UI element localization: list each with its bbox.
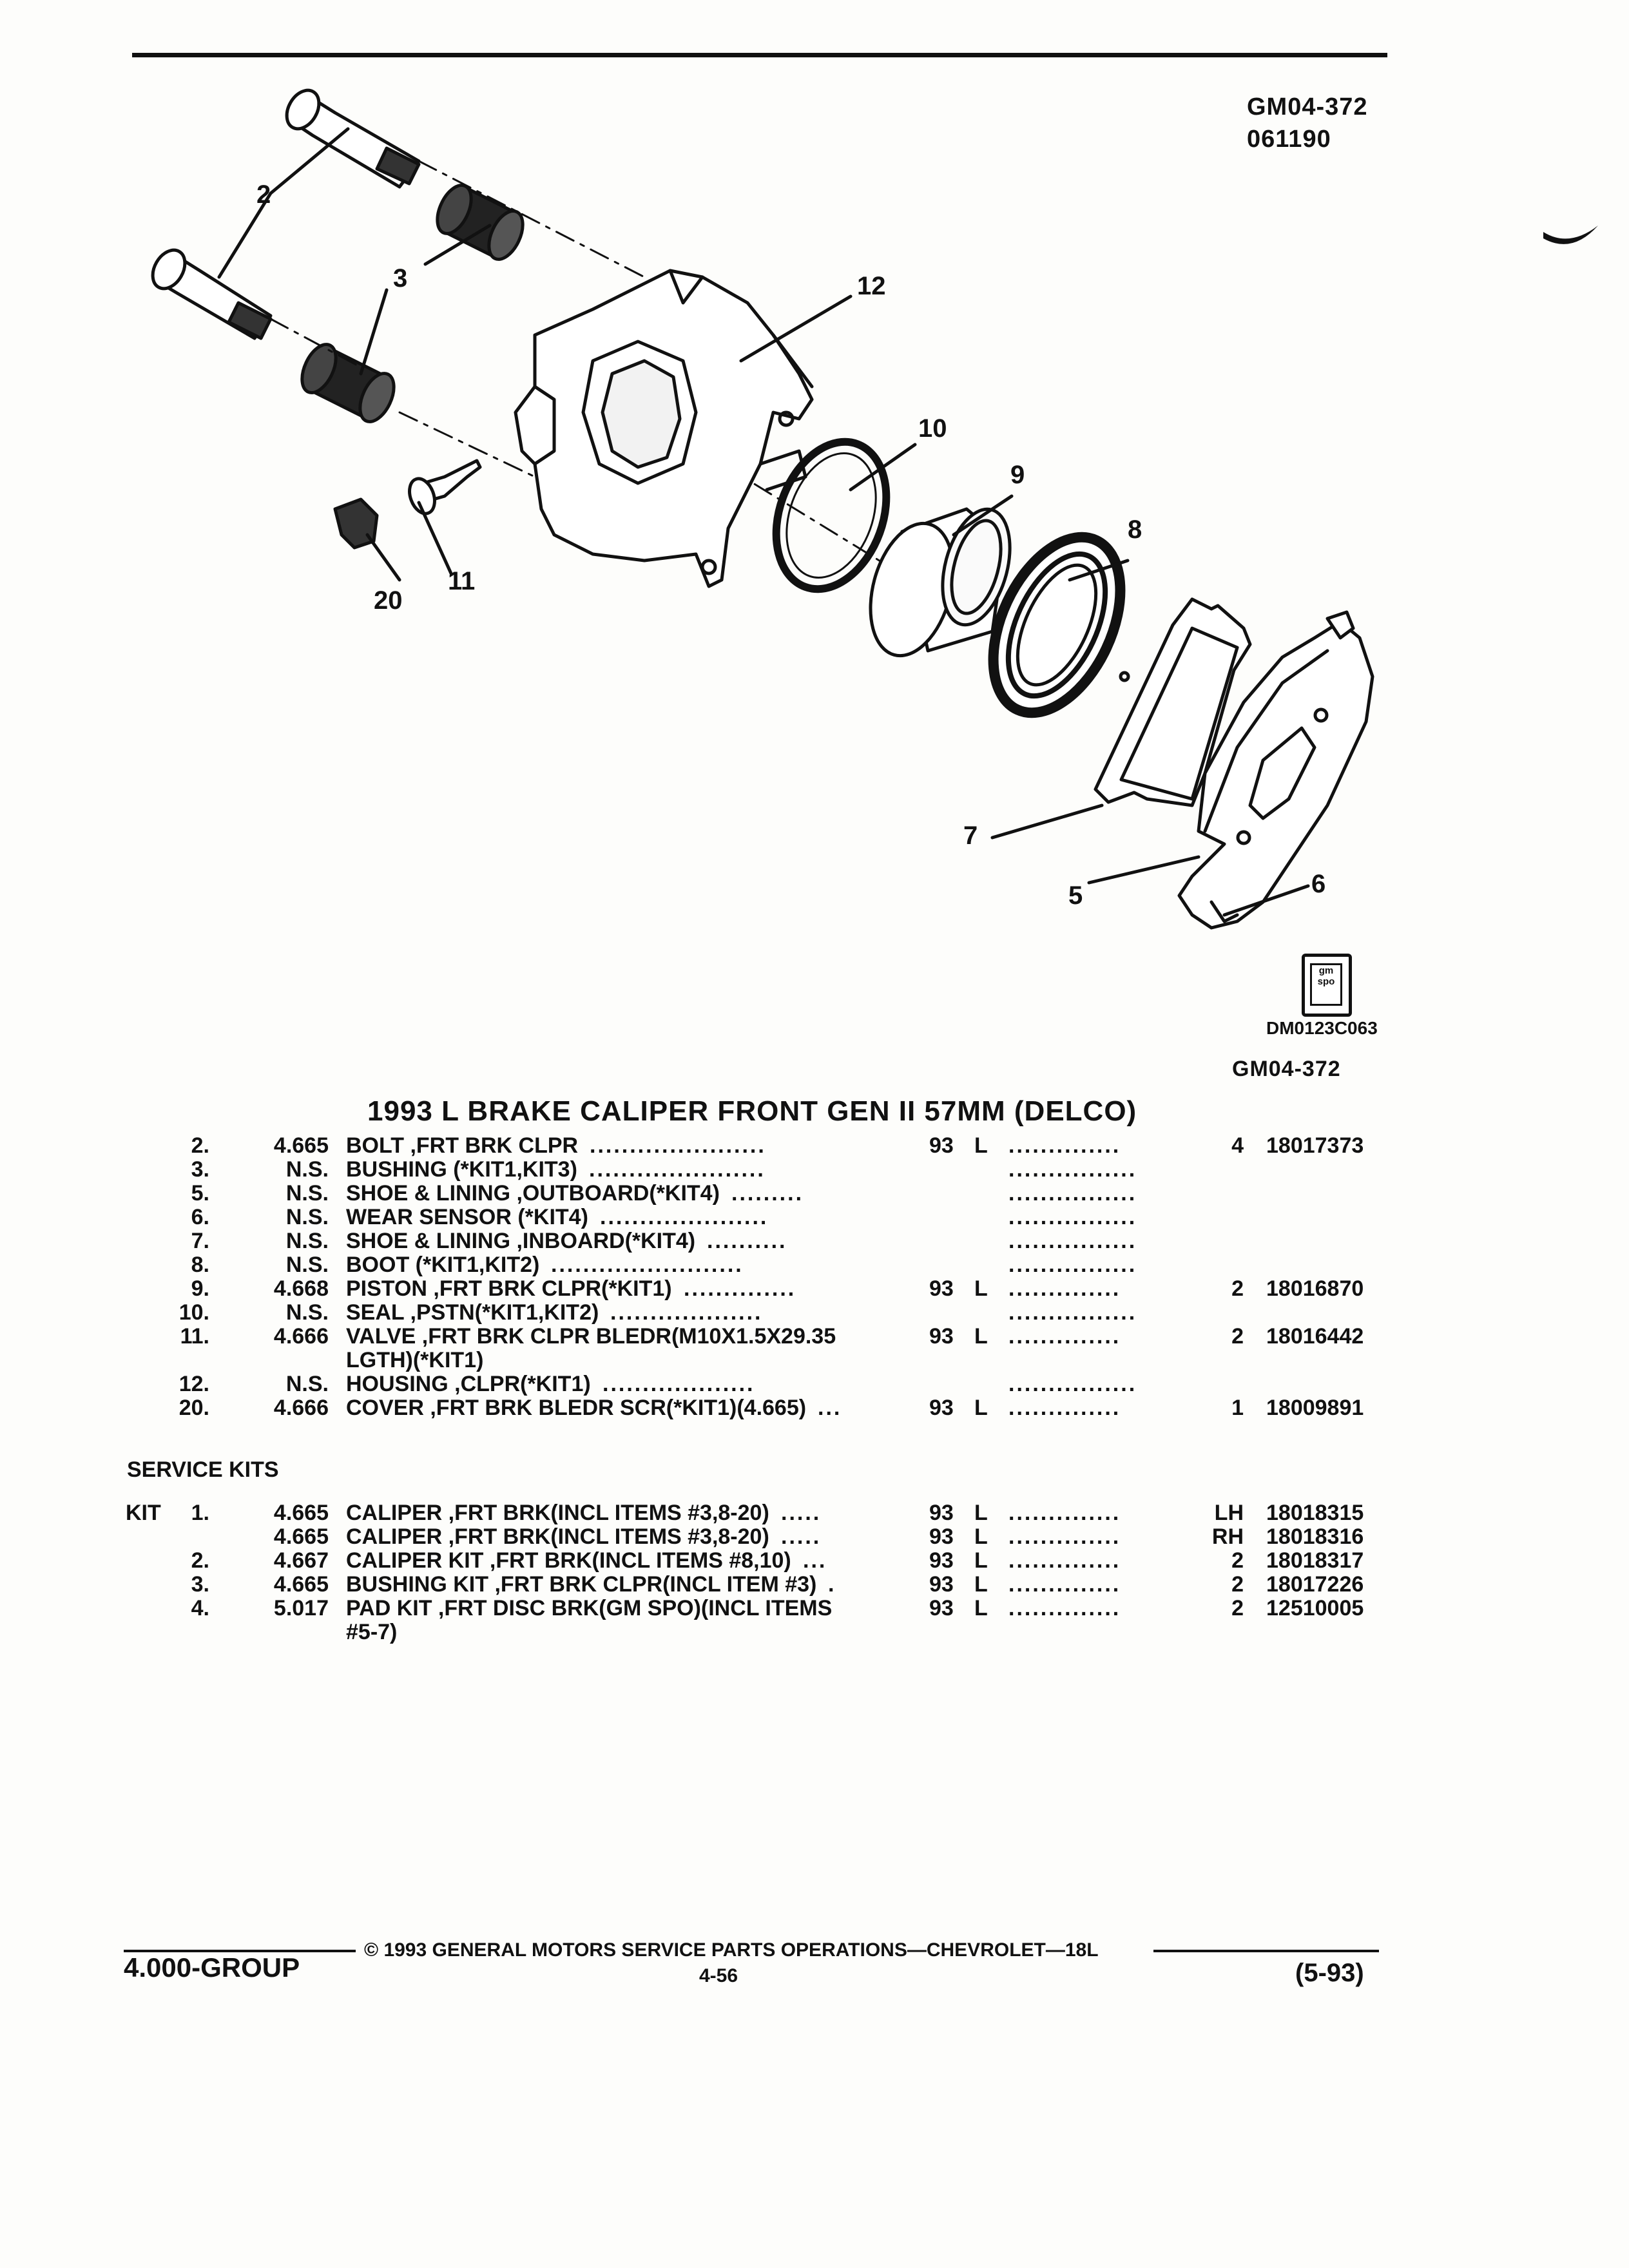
group-number: 5.017 (273, 1596, 329, 1620)
leader-dots: ................ (1008, 1205, 1137, 1229)
callout-7: 7 (963, 822, 978, 850)
model-year: 93 (929, 1596, 954, 1620)
table-row (0, 1182, 1629, 1206)
quantity: 2 (1231, 1596, 1244, 1620)
item-number: 3. (191, 1157, 209, 1182)
car-line: L (974, 1572, 988, 1597)
part-number: 18017373 (1266, 1133, 1364, 1158)
group-number: N.S. (285, 1157, 329, 1182)
quantity: 2 (1231, 1572, 1244, 1597)
part-description: SHOE & LINING ,OUTBOARD(*KIT4) (346, 1181, 720, 1206)
table-row (0, 1134, 1629, 1158)
callout-20: 20 (374, 586, 403, 615)
model-year: 93 (929, 1133, 954, 1158)
caliper-housing (516, 271, 812, 586)
part-number: 18016870 (1266, 1276, 1364, 1301)
car-line: L (974, 1501, 988, 1525)
table-row (0, 1620, 1629, 1644)
group-number: 4.665 (273, 1501, 329, 1525)
model-year: 93 (929, 1276, 954, 1301)
item-number: 8. (191, 1253, 209, 1277)
callout-11: 11 (448, 567, 476, 595)
leader-dots: . (828, 1572, 836, 1597)
leader-dots: ........................ (551, 1253, 744, 1277)
part-number: 18018317 (1266, 1548, 1364, 1573)
leader-dots: ...................... (589, 1157, 766, 1182)
part-description: PISTON ,FRT BRK CLPR(*KIT1) (346, 1276, 672, 1301)
date-code: 061190 (1247, 126, 1331, 153)
footer-date: (5-93) (1295, 1959, 1364, 1987)
leader-dots: .............. (1008, 1596, 1121, 1620)
item-number: 5. (191, 1181, 209, 1206)
figure-id: GM04-372 (1247, 93, 1368, 120)
table-row (0, 1277, 1629, 1301)
leader-dots: ..................... (600, 1205, 769, 1229)
item-number: 2. (191, 1133, 209, 1158)
table-row (0, 1549, 1629, 1573)
group-number: 4.665 (273, 1133, 329, 1158)
leader-dots: ................ (1008, 1229, 1137, 1253)
table-row (0, 1396, 1629, 1420)
leader-dots: ...................... (590, 1133, 766, 1158)
quantity: RH (1211, 1524, 1244, 1549)
group-number: 4.665 (273, 1524, 329, 1549)
leader-dots: .............. (1008, 1548, 1121, 1573)
leader-dots: .............. (1008, 1572, 1121, 1597)
item-number: 2. (191, 1548, 209, 1573)
item-number: 20. (178, 1396, 209, 1420)
part-number: 18017226 (1266, 1572, 1364, 1597)
leader-dots: ................... (602, 1372, 755, 1396)
callout-5: 5 (1068, 881, 1083, 910)
table-row (0, 1372, 1629, 1396)
part-description: CALIPER ,FRT BRK(INCL ITEMS #3,8-20) (346, 1501, 769, 1525)
leader-dots: ................... (610, 1300, 763, 1325)
footer-copyright: © 1993 GENERAL MOTORS SERVICE PARTS OPERATIONS—CHEVROLET—18L (364, 1939, 1099, 1961)
leader-dots: ..... (781, 1501, 822, 1525)
group-number: N.S. (285, 1253, 329, 1277)
part-description: CALIPER ,FRT BRK(INCL ITEMS #3,8-20) (346, 1524, 769, 1549)
table-row (0, 1349, 1629, 1372)
group-number: N.S. (285, 1205, 329, 1229)
quantity: 2 (1231, 1324, 1244, 1349)
callout-8: 8 (1128, 515, 1142, 544)
item-number: 4. (191, 1596, 209, 1620)
car-line: L (974, 1548, 988, 1573)
table-row (0, 1158, 1629, 1182)
item-number: 10. (178, 1300, 209, 1325)
part-description: LGTH)(*KIT1) (346, 1348, 484, 1372)
model-year: 93 (929, 1524, 954, 1549)
model-year: 93 (929, 1501, 954, 1525)
car-line: L (974, 1524, 988, 1549)
table-row (0, 1301, 1629, 1325)
bleeder-valve (405, 461, 480, 517)
group-number: N.S. (285, 1229, 329, 1253)
part-description: VALVE ,FRT BRK CLPR BLEDR(M10X1.5X29.35 (346, 1324, 836, 1349)
drawing-number: DM0123C063 (1266, 1018, 1378, 1038)
part-number: 12510005 (1266, 1596, 1364, 1620)
quantity: 2 (1231, 1276, 1244, 1301)
logo-text: gm spo (1310, 963, 1342, 1006)
leader-dots: .......... (707, 1229, 787, 1253)
item-number: 9. (191, 1276, 209, 1301)
item-number: 1. (191, 1501, 209, 1525)
quantity: 2 (1231, 1548, 1244, 1573)
group-number: 4.666 (273, 1324, 329, 1349)
part-number: 18009891 (1266, 1396, 1364, 1420)
bolt-upper (280, 84, 419, 187)
leader-dots: ................ (1008, 1157, 1137, 1182)
leader-dots: .............. (1008, 1133, 1121, 1158)
item-number: 7. (191, 1229, 209, 1253)
group-number: 4.665 (273, 1572, 329, 1597)
group-number: 4.667 (273, 1548, 329, 1573)
footer-rule-right (1153, 1950, 1379, 1952)
exploded-caliper-diagram (0, 0, 1629, 1031)
model-year: 93 (929, 1548, 954, 1573)
table-row (0, 1525, 1629, 1549)
leader-dots: .............. (1008, 1396, 1121, 1420)
quantity: 4 (1231, 1133, 1244, 1158)
table-row (0, 1325, 1629, 1349)
part-description: PAD KIT ,FRT DISC BRK(GM SPO)(INCL ITEMS (346, 1596, 833, 1620)
part-description: BUSHING (*KIT1,KIT3) (346, 1157, 577, 1182)
table-row (0, 1229, 1629, 1253)
car-line: L (974, 1324, 988, 1349)
section-title: 1993 L BRAKE CALIPER FRONT GEN II 57MM (DELCO) (367, 1095, 1137, 1127)
table-row (0, 1253, 1629, 1277)
leader-dots: ... (803, 1548, 827, 1573)
kit-prefix: KIT (126, 1501, 161, 1525)
part-description: #5-7) (346, 1620, 398, 1644)
part-number: 18018315 (1266, 1501, 1364, 1525)
item-number: 3. (191, 1572, 209, 1597)
item-number: 11. (180, 1324, 209, 1349)
callout-2: 2 (256, 180, 271, 209)
item-number: 6. (191, 1205, 209, 1229)
part-number: 18018316 (1266, 1524, 1364, 1549)
part-description: BUSHING KIT ,FRT BRK CLPR(INCL ITEM #3) (346, 1572, 817, 1597)
leader-dots: ................ (1008, 1372, 1137, 1396)
leader-dots: .............. (1008, 1324, 1121, 1349)
part-description: WEAR SENSOR (*KIT4) (346, 1205, 588, 1229)
item-number: 12. (178, 1372, 209, 1396)
quantity: LH (1214, 1501, 1244, 1525)
group-number: N.S. (285, 1181, 329, 1206)
car-line: L (974, 1396, 988, 1420)
leader-dots: .............. (1008, 1276, 1121, 1301)
leader-dots: ................ (1008, 1253, 1137, 1277)
gm-spo-logo (1302, 954, 1352, 1017)
footer-page-number: 4-56 (699, 1965, 738, 1986)
car-line: L (974, 1596, 988, 1620)
quantity: 1 (1231, 1396, 1244, 1420)
footer-group: 4.000-GROUP (124, 1952, 300, 1983)
table-row (0, 1597, 1629, 1620)
part-description: SHOE & LINING ,INBOARD(*KIT4) (346, 1229, 696, 1253)
part-description: CALIPER KIT ,FRT BRK(INCL ITEMS #8,10) (346, 1548, 791, 1573)
model-year: 93 (929, 1572, 954, 1597)
leader-dots: .............. (1008, 1501, 1121, 1525)
car-line: L (974, 1133, 988, 1158)
leader-dots: ..... (781, 1524, 822, 1549)
model-year: 93 (929, 1396, 954, 1420)
group-number: N.S. (285, 1300, 329, 1325)
leader-dots: ......... (731, 1181, 804, 1206)
callout-12: 12 (857, 272, 886, 300)
part-description: SEAL ,PSTN(*KIT1,KIT2) (346, 1300, 599, 1325)
bushing-lower (295, 339, 401, 427)
table-row (0, 1206, 1629, 1229)
part-description: HOUSING ,CLPR(*KIT1) (346, 1372, 591, 1396)
figure-id-bottom: GM04-372 (1232, 1057, 1341, 1081)
callout-9: 9 (1010, 461, 1025, 489)
leader-dots: ................ (1008, 1181, 1137, 1206)
bolt-lower (146, 244, 271, 338)
group-number: 4.666 (273, 1396, 329, 1420)
leader-dots: .............. (684, 1276, 796, 1301)
group-number: N.S. (285, 1372, 329, 1396)
leader-dots: ................ (1008, 1300, 1137, 1325)
callout-3: 3 (393, 264, 408, 293)
callout-10: 10 (918, 414, 947, 443)
part-description: BOLT ,FRT BRK CLPR (346, 1133, 579, 1158)
model-year: 93 (929, 1324, 954, 1349)
group-number: 4.668 (273, 1276, 329, 1301)
part-description: BOOT (*KIT1,KIT2) (346, 1253, 540, 1277)
leader-dots: .............. (1008, 1524, 1121, 1549)
service-kits-heading: SERVICE KITS (127, 1457, 279, 1482)
table-row (0, 1501, 1629, 1525)
part-description: COVER ,FRT BRK BLEDR SCR(*KIT1)(4.665) (346, 1396, 807, 1420)
table-row (0, 1573, 1629, 1597)
part-number: 18016442 (1266, 1324, 1364, 1349)
car-line: L (974, 1276, 988, 1301)
callout-6: 6 (1311, 870, 1326, 898)
leader-dots: ... (818, 1396, 842, 1420)
